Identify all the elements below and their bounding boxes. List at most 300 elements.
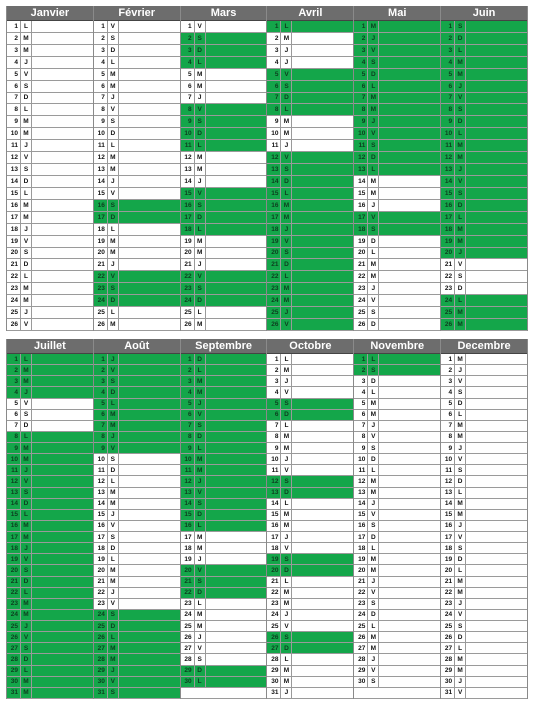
- day-number: 26: [97, 633, 105, 641]
- day-number: 26: [271, 321, 279, 328]
- weekday-letter: V: [20, 236, 32, 247]
- day-cell: [181, 532, 267, 543]
- day-cell: [7, 543, 93, 554]
- weekday-letter: D: [194, 666, 206, 676]
- day-number: 10: [271, 455, 279, 463]
- day-cell: [354, 164, 440, 176]
- month-header: Février: [94, 6, 180, 21]
- weekday-letter: J: [454, 164, 466, 175]
- day-cell: [267, 176, 353, 188]
- weekday-letter: M: [20, 295, 32, 306]
- day-number: 8: [361, 433, 366, 441]
- day-cell: [181, 543, 267, 554]
- day-number: 20: [444, 249, 453, 257]
- weekday-letter: L: [20, 432, 32, 442]
- day-cell: [354, 621, 440, 632]
- day-number: 10: [10, 130, 18, 138]
- day-cell: [441, 271, 527, 283]
- weekday-letter: V: [367, 212, 379, 223]
- day-number: 11: [184, 466, 192, 474]
- month-column: [94, 6, 181, 331]
- day-cell: [94, 476, 180, 487]
- day-cell: [267, 69, 353, 81]
- weekday-letter: J: [280, 532, 292, 542]
- weekday-letter: M: [20, 599, 32, 609]
- weekday-letter: J: [367, 499, 379, 509]
- day-cell: [354, 476, 440, 487]
- day-cell: [94, 200, 180, 212]
- day-cell: [267, 81, 353, 93]
- day-number: 23: [444, 600, 453, 608]
- day-number: 27: [271, 644, 279, 652]
- day-cell: [441, 387, 527, 398]
- day-cell: [354, 236, 440, 248]
- day-number: 14: [184, 500, 192, 508]
- weekday-letter: S: [20, 488, 32, 498]
- day-cell: [181, 432, 267, 443]
- day-number: 23: [271, 285, 279, 293]
- weekday-letter: V: [367, 128, 379, 139]
- day-cell: [181, 236, 267, 248]
- day-number: 23: [184, 285, 192, 293]
- day-cell: [7, 688, 93, 699]
- day-cell: [94, 443, 180, 454]
- day-cell: [441, 164, 527, 176]
- day-number: 3: [14, 377, 18, 385]
- weekday-letter: L: [194, 365, 206, 375]
- day-cell: [94, 188, 180, 200]
- weekday-letter: D: [280, 410, 292, 420]
- day-cell: [7, 164, 93, 176]
- day-cell: [181, 599, 267, 610]
- weekday-letter: V: [107, 365, 119, 375]
- day-cell: [267, 128, 353, 140]
- day-number: 14: [444, 177, 453, 185]
- day-cell: [354, 93, 440, 105]
- weekday-letter: S: [367, 307, 379, 318]
- day-cell: [267, 510, 353, 521]
- day-number: 22: [184, 273, 192, 281]
- day-number: 30: [184, 678, 192, 686]
- weekday-letter: S: [280, 632, 292, 642]
- day-number: 17: [358, 213, 366, 221]
- day-number: 20: [271, 566, 279, 574]
- day-number: 31: [444, 689, 453, 697]
- day-number: 1: [274, 355, 279, 363]
- weekday-letter: S: [280, 164, 292, 175]
- day-cell: [94, 307, 180, 319]
- day-cell: [181, 200, 267, 212]
- day-number: 8: [274, 106, 279, 114]
- weekday-letter: D: [454, 554, 466, 564]
- day-number: 15: [97, 511, 105, 519]
- day-cell: [94, 666, 180, 677]
- day-cell: [7, 176, 93, 188]
- day-cell: [441, 421, 527, 432]
- weekday-letter: D: [194, 510, 206, 520]
- weekday-letter: D: [107, 543, 119, 553]
- day-number: 23: [271, 600, 279, 608]
- day-cell: [181, 577, 267, 588]
- day-cell: [7, 577, 93, 588]
- day-number: 16: [271, 522, 279, 530]
- day-cell: [94, 521, 180, 532]
- day-number: 7: [448, 422, 453, 430]
- weekday-letter: M: [367, 259, 379, 270]
- day-cell: [181, 421, 267, 432]
- weekday-letter: L: [454, 45, 466, 56]
- weekday-letter: M: [280, 365, 292, 375]
- day-cell: [94, 319, 180, 331]
- day-number: 12: [10, 154, 18, 162]
- day-number: 15: [184, 189, 192, 197]
- day-number: 13: [10, 489, 18, 497]
- day-number: 19: [10, 237, 18, 245]
- day-cell: [441, 543, 527, 554]
- weekday-letter: V: [367, 666, 379, 676]
- day-cell: [7, 224, 93, 236]
- weekday-letter: M: [107, 164, 119, 175]
- weekday-letter: L: [367, 248, 379, 259]
- weekday-letter: M: [194, 621, 206, 631]
- weekday-letter: J: [280, 224, 292, 235]
- day-cell: [7, 116, 93, 128]
- day-cell: [267, 93, 353, 105]
- day-number: 24: [271, 297, 279, 305]
- day-number: 11: [11, 142, 18, 150]
- day-number: 7: [274, 422, 279, 430]
- day-number: 4: [14, 388, 18, 396]
- day-number: 24: [444, 611, 453, 619]
- day-number: 16: [444, 522, 453, 530]
- day-cell: [441, 588, 527, 599]
- weekday-letter: V: [280, 465, 292, 475]
- weekday-letter: V: [280, 621, 292, 631]
- weekday-letter: V: [454, 532, 466, 542]
- weekday-letter: J: [280, 454, 292, 464]
- day-number: 9: [188, 118, 192, 126]
- weekday-letter: M: [107, 152, 119, 163]
- day-number: 8: [101, 106, 105, 114]
- day-number: 17: [271, 213, 279, 221]
- day-number: 23: [97, 600, 105, 608]
- day-cell: [441, 116, 527, 128]
- weekday-letter: D: [107, 465, 119, 475]
- day-cell: [441, 283, 527, 295]
- day-cell: [94, 69, 180, 81]
- day-cell: [267, 476, 353, 487]
- day-cell: [354, 176, 440, 188]
- weekday-letter: L: [107, 224, 119, 235]
- day-number: 1: [274, 22, 279, 30]
- day-number: 5: [188, 70, 192, 78]
- day-cell: [181, 465, 267, 476]
- day-cell: [354, 499, 440, 510]
- day-cell: [267, 588, 353, 599]
- weekday-letter: D: [194, 295, 206, 306]
- weekday-letter: S: [280, 554, 292, 564]
- weekday-letter: M: [194, 387, 206, 397]
- day-cell: [7, 248, 93, 260]
- day-number: 21: [97, 261, 105, 269]
- weekday-letter: M: [367, 93, 379, 104]
- day-cell: [441, 81, 527, 93]
- weekday-letter: M: [367, 632, 379, 642]
- day-cell: [181, 510, 267, 521]
- weekday-letter: M: [280, 295, 292, 306]
- weekday-letter: M: [280, 588, 292, 598]
- weekday-letter: S: [194, 33, 206, 44]
- weekday-letter: L: [20, 271, 32, 282]
- weekday-letter: M: [280, 677, 292, 687]
- weekday-letter: L: [194, 521, 206, 531]
- day-cell: [181, 248, 267, 260]
- weekday-letter: D: [454, 476, 466, 486]
- weekday-letter: V: [367, 45, 379, 56]
- day-number: 7: [14, 422, 18, 430]
- day-cell: [441, 454, 527, 465]
- day-cell: [441, 465, 527, 476]
- weekday-letter: D: [20, 93, 32, 104]
- weekday-letter: J: [454, 248, 466, 259]
- month-column: [94, 339, 181, 699]
- day-cell: [7, 521, 93, 532]
- day-number: 15: [444, 189, 453, 197]
- weekday-letter: J: [454, 81, 466, 92]
- weekday-letter: M: [20, 45, 32, 56]
- day-number: 8: [448, 106, 453, 114]
- weekday-letter: J: [20, 387, 32, 397]
- day-cell: [354, 410, 440, 421]
- weekday-letter: S: [194, 200, 206, 211]
- weekday-letter: V: [454, 454, 466, 464]
- weekday-letter: V: [20, 152, 32, 163]
- weekday-letter: V: [280, 543, 292, 553]
- day-cell: [7, 236, 93, 248]
- day-cell: [354, 140, 440, 152]
- weekday-letter: L: [107, 307, 119, 318]
- weekday-letter: V: [194, 271, 206, 282]
- day-cell: [441, 248, 527, 260]
- weekday-letter: D: [20, 499, 32, 509]
- day-number: 1: [101, 22, 105, 30]
- weekday-letter: V: [20, 632, 32, 642]
- day-cell: [441, 354, 527, 365]
- day-cell: [267, 140, 353, 152]
- day-number: 4: [361, 58, 366, 66]
- day-number: 28: [97, 655, 105, 663]
- month-header: Septembre: [181, 339, 267, 354]
- day-cell: [267, 319, 353, 331]
- day-cell: [94, 610, 180, 621]
- day-number: 31: [10, 689, 18, 697]
- day-cell: [267, 488, 353, 499]
- day-cell: [94, 116, 180, 128]
- day-cell: [267, 164, 353, 176]
- day-cell: [7, 33, 93, 45]
- weekday-letter: M: [194, 543, 206, 553]
- weekday-letter: J: [367, 421, 379, 431]
- day-number: 26: [358, 321, 366, 328]
- month-column: [267, 6, 354, 331]
- day-cell: [267, 454, 353, 465]
- day-cell: [441, 104, 527, 116]
- day-number: 30: [444, 678, 453, 686]
- day-number: 21: [444, 261, 453, 269]
- day-cell: [441, 643, 527, 654]
- day-cell: [94, 354, 180, 365]
- day-number: 10: [444, 455, 453, 463]
- day-number: 3: [188, 46, 192, 54]
- day-cell: [181, 69, 267, 81]
- day-number: 26: [444, 321, 453, 328]
- day-number: 29: [184, 667, 192, 675]
- day-cell: [181, 488, 267, 499]
- weekday-letter: J: [280, 376, 292, 386]
- weekday-letter: S: [280, 81, 292, 92]
- day-cell: [441, 399, 527, 410]
- day-number: 6: [101, 411, 105, 419]
- weekday-letter: M: [367, 565, 379, 575]
- day-cell: [7, 152, 93, 164]
- weekday-letter: M: [280, 212, 292, 223]
- day-cell: [181, 476, 267, 487]
- weekday-letter: V: [454, 610, 466, 620]
- weekday-letter: L: [280, 421, 292, 431]
- day-cell: [94, 140, 180, 152]
- day-cell: [181, 565, 267, 576]
- day-number: 15: [358, 511, 366, 519]
- weekday-letter: J: [194, 476, 206, 486]
- day-cell: [181, 387, 267, 398]
- day-cell: [181, 610, 267, 621]
- day-cell: [7, 365, 93, 376]
- weekday-letter: D: [194, 354, 206, 364]
- day-cell: [441, 677, 527, 688]
- weekday-letter: M: [367, 21, 379, 32]
- day-number: 28: [358, 655, 366, 663]
- day-number: 12: [271, 477, 279, 485]
- weekday-letter: L: [194, 307, 206, 318]
- day-number: 8: [14, 433, 18, 441]
- weekday-letter: V: [280, 319, 292, 330]
- day-number: 13: [97, 166, 105, 174]
- weekday-letter: M: [20, 116, 32, 127]
- day-cell: [7, 354, 93, 365]
- day-number: 25: [358, 309, 366, 317]
- day-number: 9: [361, 118, 366, 126]
- weekday-letter: M: [194, 454, 206, 464]
- day-cell: [354, 465, 440, 476]
- day-number: 19: [184, 555, 192, 563]
- weekday-letter: S: [367, 443, 379, 453]
- day-cell: [181, 443, 267, 454]
- day-cell: [94, 295, 180, 307]
- day-number: 24: [184, 297, 192, 305]
- day-number: 4: [14, 58, 18, 66]
- weekday-letter: S: [367, 365, 379, 375]
- day-number: 9: [274, 444, 279, 452]
- weekday-letter: L: [454, 488, 466, 498]
- month-header: Novembre: [354, 339, 440, 354]
- day-cell: [267, 212, 353, 224]
- day-cell: [441, 307, 527, 319]
- day-cell: [7, 410, 93, 421]
- day-cell: [354, 488, 440, 499]
- day-number: 5: [448, 70, 453, 78]
- day-number: 1: [361, 22, 366, 30]
- day-number: 4: [448, 388, 453, 396]
- weekday-letter: J: [454, 521, 466, 531]
- weekday-letter: L: [367, 543, 379, 553]
- day-cell: [354, 688, 440, 699]
- weekday-letter: M: [20, 365, 32, 375]
- day-cell: [267, 632, 353, 643]
- day-number: 3: [274, 377, 279, 385]
- weekday-letter: L: [367, 164, 379, 175]
- day-cell: [354, 200, 440, 212]
- day-cell: [267, 188, 353, 200]
- day-cell: [441, 621, 527, 632]
- day-cell: [354, 319, 440, 331]
- day-cell: [181, 521, 267, 532]
- day-cell: [7, 399, 93, 410]
- day-number: 10: [10, 455, 18, 463]
- day-number: 17: [444, 213, 453, 221]
- weekday-letter: M: [107, 236, 119, 247]
- day-cell: [7, 666, 93, 677]
- day-cell: [181, 128, 267, 140]
- day-cell: [94, 81, 180, 93]
- day-number: 7: [274, 94, 279, 102]
- day-number: 30: [271, 678, 279, 686]
- day-cell: [7, 69, 93, 81]
- weekday-letter: S: [194, 283, 206, 294]
- weekday-letter: M: [107, 81, 119, 92]
- weekday-letter: M: [280, 666, 292, 676]
- day-number: 26: [271, 633, 279, 641]
- weekday-letter: S: [367, 677, 379, 687]
- day-number: 17: [444, 533, 453, 541]
- day-number: 8: [188, 106, 192, 114]
- weekday-letter: M: [280, 128, 292, 139]
- weekday-letter: L: [280, 104, 292, 115]
- day-number: 22: [271, 589, 279, 597]
- weekday-letter: M: [107, 421, 119, 431]
- weekday-letter: M: [367, 271, 379, 282]
- weekday-letter: J: [20, 465, 32, 475]
- day-number: 3: [448, 46, 453, 54]
- weekday-letter: V: [194, 488, 206, 498]
- day-cell: [94, 654, 180, 665]
- day-cell: [354, 295, 440, 307]
- day-cell: [94, 565, 180, 576]
- day-cell: [354, 307, 440, 319]
- weekday-letter: L: [280, 21, 292, 32]
- day-number: 11: [271, 142, 279, 150]
- weekday-letter: J: [367, 116, 379, 127]
- day-cell: [181, 554, 267, 565]
- day-cell: [267, 532, 353, 543]
- weekday-letter: V: [454, 259, 466, 270]
- day-number: 21: [10, 261, 18, 269]
- day-number: 2: [361, 366, 366, 374]
- day-number: 10: [271, 130, 279, 138]
- day-cell: [267, 376, 353, 387]
- day-number: 14: [10, 177, 18, 185]
- day-cell: [441, 224, 527, 236]
- day-number: 24: [271, 611, 279, 619]
